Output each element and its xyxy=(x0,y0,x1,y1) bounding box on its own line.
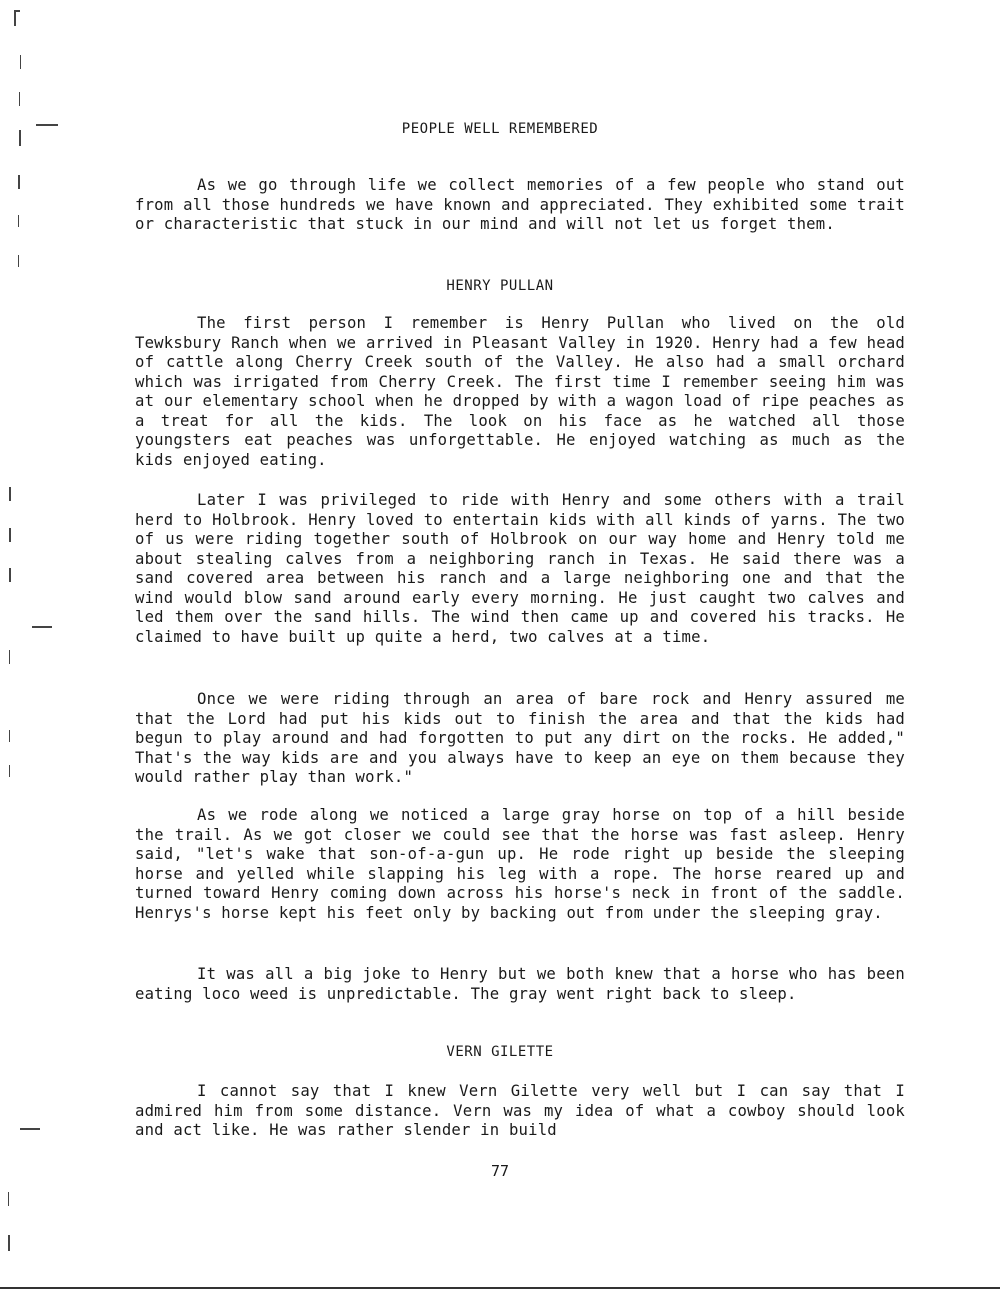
section-heading: VERN GILETTE xyxy=(446,1044,554,1060)
body-paragraph: Later I was privileged to ride with Henry and some others with a trail herd to Holbrook. Henry loved to entertain kids with all kinds of yarns. The two of us were riding together south of Holbrook on our way home and Henry told me about stealing calves from a neighboring ranch in Texas. He said there was a sand covered area between his ranch and a large neighboring one and that the wind would blow sand around early every morning. He just caught two calves and led them over the sand hills. The wind then came up and covered his tracks. He claimed to have built up quite a herd, two calves at a time. xyxy=(135,491,905,646)
body-paragraph: The first person I remember is Henry Pullan who lived on the old Tewksbury Ranch when we arrived in Pleasant Valley in 1920. Henry had a few head of cattle along Cherry Creek south of the Valley. He also had a small orchard which was irrigated from Cherry Creek. The first time I remember seeing him was at our elementary school when he dropped by with a wagon load of ripe peaches as a treat for all the kids. The look on his face as he watched all those youngsters eat peaches was unforgettable. He enjoyed watching as much as the kids enjoyed eating. xyxy=(135,314,905,469)
scan-mark xyxy=(18,255,19,267)
section-heading: HENRY PULLAN xyxy=(446,278,554,294)
intro-paragraph: As we go through life we collect memories of a few people who stand out from all those hundreds we have known and appreciated. They exhibited some trait or characteristic that stuck in our mind and will not let us forget them. xyxy=(135,176,905,233)
scan-mark xyxy=(8,1192,9,1206)
scan-mark xyxy=(14,10,20,12)
scan-mark xyxy=(9,487,11,501)
scan-mark xyxy=(20,55,21,69)
page-title: PEOPLE WELL REMEMBERED xyxy=(401,121,599,137)
body-paragraph: It was all a big joke to Henry but we both knew that a horse who has been eating loco weed is unpredictable. The gray went right back to sleep. xyxy=(135,965,905,1003)
scan-mark xyxy=(19,92,20,106)
body-paragraph: Once we were riding through an area of bare rock and Henry assured me that the Lord had put his kids out to finish the area and that the kids had begun to play around and had forgotten to put any dirt on the rocks. He added," That's the way kids are and you always have to keep an eye on them because they would rather play than work." xyxy=(135,690,905,786)
scan-mark xyxy=(14,10,16,26)
page-number: 77 xyxy=(490,1162,510,1180)
scan-mark xyxy=(32,626,52,628)
scan-mark xyxy=(9,730,10,742)
scan-edge-line xyxy=(0,1287,1000,1289)
scan-mark xyxy=(9,528,11,542)
scan-mark xyxy=(9,568,11,582)
scan-mark xyxy=(18,175,20,189)
scan-mark xyxy=(9,650,10,664)
scan-mark xyxy=(18,215,19,227)
scan-mark xyxy=(8,1235,10,1251)
scan-mark xyxy=(20,1128,40,1130)
body-paragraph: As we rode along we noticed a large gray horse on top of a hill beside the trail. As we got closer we could see that the horse was fast asleep. Henry said, "let's wake that son-of-a-gun up. He rode right up beside the sleeping horse and yelled while slapping his leg with a rope. The horse reared up and turned toward Henry coming down across his horse's neck in front of the saddle. Henrys's horse kept his feet only by backing out from under the sleeping gray. xyxy=(135,806,905,922)
body-paragraph: I cannot say that I knew Vern Gilette very well but I can say that I admired him from some distance. Vern was my idea of what a cowboy should look and act like. He was rather slender in build xyxy=(135,1082,905,1139)
scan-mark xyxy=(9,765,10,777)
